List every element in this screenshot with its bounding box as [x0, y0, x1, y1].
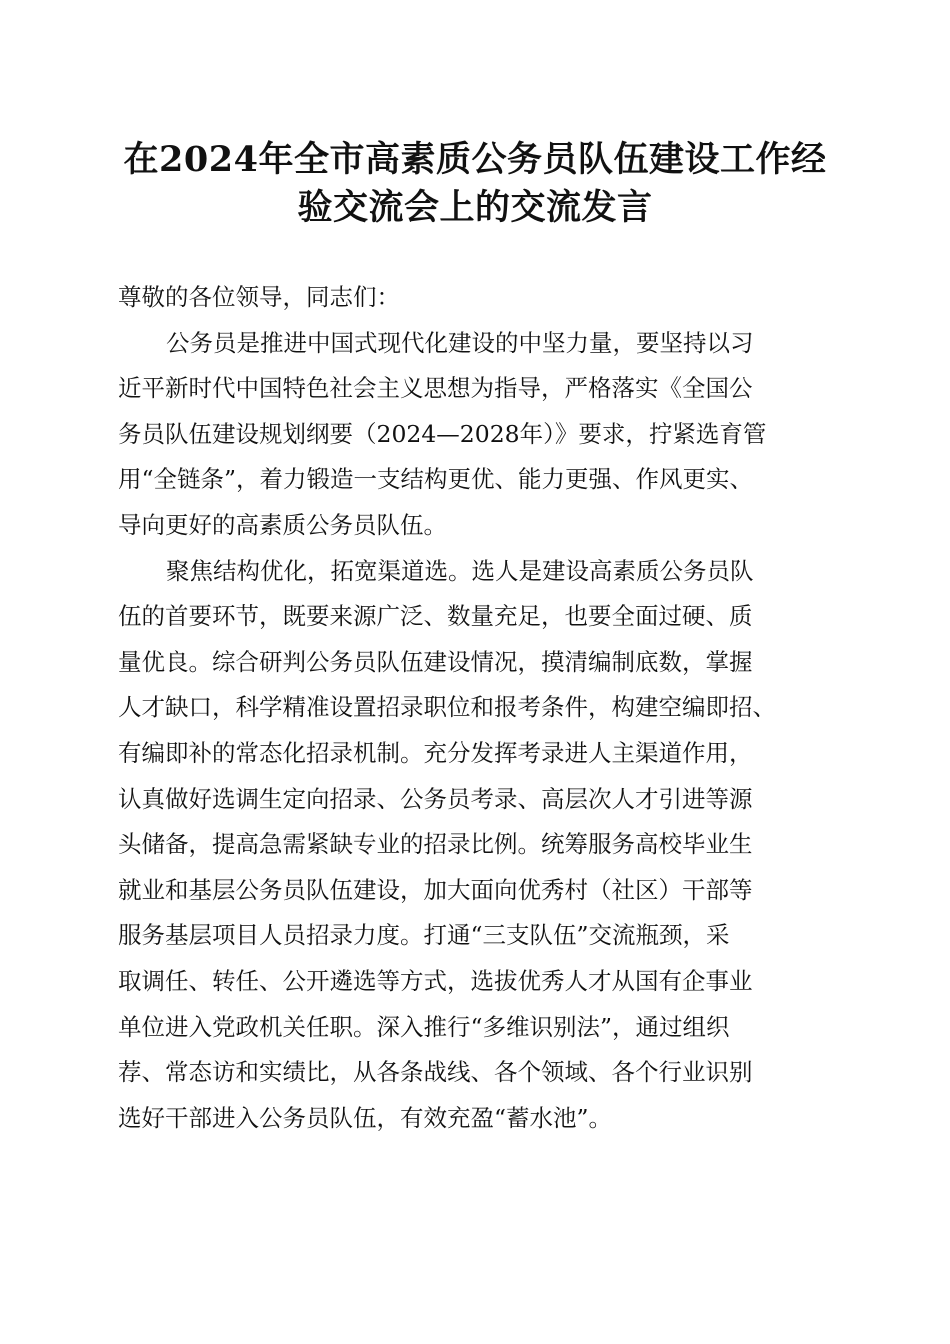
- paragraph-line: 取调任、转任、公开遴选等方式，选拔优秀人才从国有企事业: [118, 966, 753, 995]
- paragraph-line: 导向更好的高素质公务员队伍。: [118, 510, 447, 539]
- paragraph-line: 近平新时代中国特色社会主义思想为指导，严格落实《全国公: [118, 374, 753, 403]
- paragraph-line: 服务基层项目人员招录力度。打通“三支队伍”交流瓶颈，采: [118, 921, 730, 950]
- paragraph-line: 用“全链条”，着力锻造一支结构更优、能力更强、作风更实、: [118, 465, 754, 494]
- paragraph-line: 认真做好选调生定向招录、公务员考录、高层次人才引进等源: [118, 784, 753, 813]
- salutation-line: 尊敬的各位领导，同志们：: [118, 283, 400, 311]
- paragraph-2: [118, 549, 838, 1142]
- paragraph-line: 务员队伍建设规划纲要（2024—2028年）》要求，拧紧选育管: [118, 419, 767, 448]
- paragraph-line: 伍的首要环节，既要来源广泛、数量充足，也要全面过硬、质: [118, 602, 753, 631]
- paragraph-line: 人才缺口，科学精准设置招录职位和报考条件，构建空编即招、: [118, 693, 776, 722]
- document-body: [118, 275, 838, 1141]
- paragraph-line: 荐、常态访和实绩比，从各条战线、各个领域、各个行业识别: [118, 1058, 753, 1087]
- paragraph-line: 有编即补的常态化招录机制。充分发挥考录进人主渠道作用，: [118, 738, 753, 767]
- paragraph-line: 量优良。综合研判公务员队伍建设情况，摸清编制底数，掌握: [118, 647, 753, 676]
- paragraph-line: 选好干部进入公务员队伍，有效充盈“蓄水池”。: [118, 1103, 613, 1132]
- paragraph-line: 公务员是推进中国式现代化建设的中坚力量，要坚持以习: [166, 328, 754, 357]
- paragraph-line: 就业和基层公务员队伍建设，加大面向优秀村（社区）干部等: [118, 875, 753, 904]
- paragraph-line: 单位进入党政机关任职。深入推行“多维识别法”，通过组织: [118, 1012, 730, 1041]
- paragraph-1: [118, 321, 838, 549]
- title-line: 验交流会上的交流发言: [297, 187, 653, 228]
- title-line: 在2024年全市高素质公务员队伍建设工作经: [123, 139, 827, 180]
- paragraph-line: 头储备，提高急需紧缺专业的招录比例。统筹服务高校毕业生: [118, 830, 753, 859]
- document-title: [118, 136, 832, 232]
- paragraph-line: 聚焦结构优化，拓宽渠道选。选人是建设高素质公务员队: [166, 556, 754, 585]
- salutation: [118, 275, 838, 321]
